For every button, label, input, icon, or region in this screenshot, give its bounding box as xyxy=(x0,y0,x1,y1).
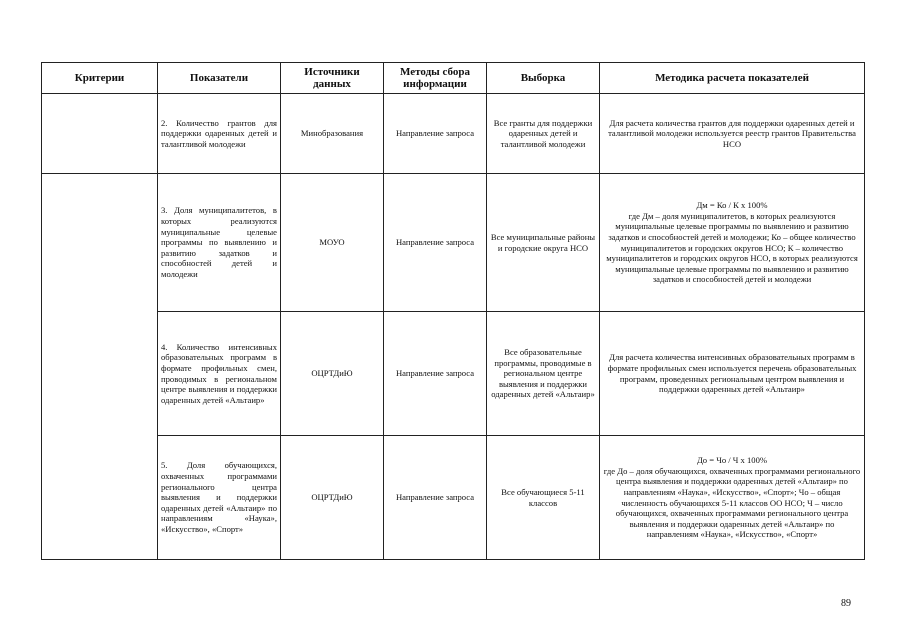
source-cell: Минобразования xyxy=(281,94,384,174)
header-criteria: Критерии xyxy=(42,63,158,94)
criteria-table xyxy=(41,62,865,560)
header-data-sources: Источники данных xyxy=(281,63,384,94)
page-number: 89 xyxy=(841,598,851,609)
source-cell: МОУО xyxy=(281,174,384,312)
method-cell: Направление запроса xyxy=(384,436,487,560)
table-header-row xyxy=(42,63,865,94)
table-row xyxy=(42,174,865,312)
header-collection-methods: Методы сбора информации xyxy=(384,63,487,94)
sample-cell: Все гранты для поддержки одаренных детей и талантливой молодежи xyxy=(487,94,600,174)
table-row xyxy=(42,436,865,560)
indicator-cell: 5. Доля обучающихся, охваченных программами регионального центра выявления и поддержки одаренных детей «Альтаир» по направлениям «Наука», «Искусство», «Спорт» xyxy=(158,436,281,560)
source-cell: ОЦРТДиЮ xyxy=(281,436,384,560)
method-cell: Направление запроса xyxy=(384,94,487,174)
method-cell: Направление запроса xyxy=(384,174,487,312)
table-row xyxy=(42,312,865,436)
criterion-cell xyxy=(42,94,158,174)
indicator-cell: 3. Доля муниципалитетов, в которых реализуются муниципальные целевые программы по выявлению и развитию задатков и способностей детей и молодежи xyxy=(158,174,281,312)
header-calculation-method: Методика расчета показателей xyxy=(600,63,865,94)
calculation-cell: Для расчета количества интенсивных образовательных программ в формате профильных смен используется перечень образовательных программ, проведенных региональным центром выявления и поддержки одаренных детей «Альтаир» xyxy=(600,312,865,436)
calculation-cell: Дм = Ко / К х 100% где Дм – доля муниципалитетов, в которых реализуются муниципальные целевые программы по выявлению и развитию задатков и способностей детей и молодежи; Ко – общее количество муниципалитетов и городских округов НСО; К – количество муниципалитетов и городских округов НСО, в которых реализуются муниципальные целевые программы по выявлению и развитию задатков и способностей детей и молодежи xyxy=(600,174,865,312)
header-sample: Выборка xyxy=(487,63,600,94)
header-indicators: Показатели xyxy=(158,63,281,94)
calculation-cell: Для расчета количества грантов для поддержки одаренных детей и талантливой молодежи используется реестр грантов Правительства НСО xyxy=(600,94,865,174)
sample-cell: Все муниципальные районы и городские округа НСО xyxy=(487,174,600,312)
indicator-cell: 2. Количество грантов для поддержки одаренных детей и талантливой молодежи xyxy=(158,94,281,174)
table-row xyxy=(42,94,865,174)
criterion-cell xyxy=(42,174,158,560)
source-cell: ОЦРТДиЮ xyxy=(281,312,384,436)
sample-cell: Все обучающиеся 5-11 классов xyxy=(487,436,600,560)
indicator-cell: 4. Количество интенсивных образовательных программ в формате профильных смен, проводимых в региональном центре выявления и поддержки одаренных детей «Альтаир» xyxy=(158,312,281,436)
calculation-cell: До = Чо / Ч х 100% где До – доля обучающихся, охваченных программами регионального центра выявления и поддержки одаренных детей «Альтаир» по направлениям «Наука», «Искусство», «Спорт»; Чо – общая численность обучающихся 5-11 классов ОО НСО; Ч – число обучающихся, охваченных программами регионального центра выявления и поддержки одаренных детей «Альтаир» по направлениям «Наука», «Искусство», «Спорт» xyxy=(600,436,865,560)
sample-cell: Все образовательные программы, проводимые в региональном центре выявления и поддержки одаренных детей «Альтаир» xyxy=(487,312,600,436)
method-cell: Направление запроса xyxy=(384,312,487,436)
